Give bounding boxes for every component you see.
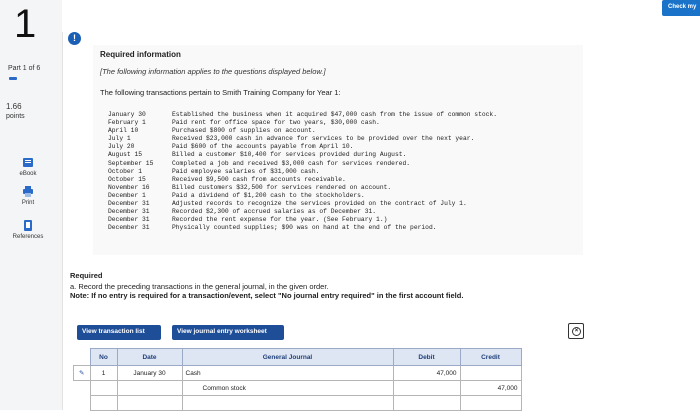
- required-section: [70, 271, 463, 300]
- transaction-date: January 30: [108, 111, 146, 118]
- transaction-date: September 15: [108, 159, 154, 167]
- ebook-button[interactable]: [2, 157, 54, 177]
- account-column-header: General Journal: [182, 349, 393, 366]
- transaction-row: [108, 143, 497, 151]
- transaction-date: August 15: [108, 151, 143, 159]
- table-row: [74, 366, 522, 381]
- row-no: [90, 381, 117, 396]
- no-column-header: No: [90, 349, 117, 366]
- transaction-date: December 31: [108, 200, 150, 208]
- transaction-text: Received $23,000 cash in advance for services to be provided over the next year.: [172, 135, 475, 143]
- ebook-label: eBook: [19, 171, 37, 177]
- transaction-text: Paid employee salaries of $31,000 cash.: [172, 167, 320, 175]
- transaction-text: Received $9,500 cash from accounts receivable.: [172, 175, 346, 183]
- row-account[interactable]: [182, 366, 393, 381]
- view-transaction-list-button[interactable]: View transaction list: [77, 325, 161, 340]
- transaction-row: [108, 111, 497, 119]
- transaction-date: April 10: [108, 127, 139, 135]
- references-button[interactable]: [2, 220, 54, 240]
- row-debit[interactable]: [393, 381, 460, 396]
- transaction-text: Paid rent for office space for two years, $30,000 cash.: [172, 119, 380, 127]
- date-column-header: Date: [117, 349, 182, 366]
- transaction-row: [108, 216, 497, 224]
- row-credit[interactable]: [460, 396, 521, 411]
- transaction-text: Paid $600 of the accounts payable from April 10.: [172, 143, 354, 151]
- transaction-date: December 31: [108, 216, 150, 224]
- alert-icon: !: [68, 32, 81, 45]
- row-account[interactable]: [182, 381, 393, 396]
- row-date: [117, 396, 182, 411]
- transaction-list: [108, 111, 497, 232]
- transaction-row: [108, 151, 497, 159]
- sidebar: [0, 0, 63, 410]
- transaction-text: Completed a job and received $3,000 cash for services rendered.: [172, 159, 411, 167]
- points-label: points: [6, 113, 25, 120]
- row-debit[interactable]: 47,000: [393, 366, 460, 381]
- question-number: 1: [14, 2, 37, 46]
- transaction-row: [108, 184, 497, 192]
- transaction-text: Established the business when it acquired $47,000 cash from the issue of common stock.: [172, 111, 497, 118]
- part-label: Part 1 of 6: [8, 65, 41, 72]
- row-account[interactable]: [182, 396, 393, 411]
- points-value: 1.66: [6, 102, 22, 111]
- edit-cell: [74, 396, 91, 411]
- table-row: [74, 381, 522, 396]
- close-icon[interactable]: ×: [568, 323, 584, 339]
- row-credit[interactable]: 47,000: [460, 381, 521, 396]
- transaction-date: October 1: [108, 167, 143, 175]
- table-row: [74, 396, 522, 411]
- transaction-date: December 31: [108, 208, 150, 216]
- view-journal-entry-worksheet-button[interactable]: View journal entry worksheet: [172, 325, 284, 340]
- transaction-date: December 1: [108, 191, 146, 199]
- row-credit[interactable]: [460, 366, 521, 381]
- debit-column-header: Debit: [393, 349, 460, 366]
- row-date: [117, 381, 182, 396]
- table-header-row: [74, 349, 522, 366]
- row-no: [90, 396, 117, 411]
- row-account-text: Common stock: [202, 384, 246, 392]
- transaction-date: July 1: [108, 135, 131, 143]
- required-title: Required: [70, 271, 103, 280]
- row-debit[interactable]: [393, 396, 460, 411]
- transaction-row: [108, 135, 497, 143]
- transaction-row: [108, 224, 497, 232]
- transaction-date: December 31: [108, 224, 150, 232]
- transaction-row: [108, 192, 497, 200]
- transaction-text: Billed a customer $10,400 for services provided during August.: [172, 151, 407, 159]
- references-label: References: [12, 234, 44, 240]
- print-button[interactable]: [2, 186, 54, 206]
- check-my-work-button[interactable]: Check my: [662, 0, 700, 16]
- credit-column-header: Credit: [460, 349, 521, 366]
- required-part-a: a. Record the preceding transactions in the general journal, in the given order.: [70, 282, 329, 291]
- transaction-row: [108, 127, 497, 135]
- print-label: Print: [21, 200, 35, 206]
- row-account-text: Cash: [185, 369, 201, 377]
- required-information-note: [The following information applies to the questions displayed below.]: [100, 67, 326, 76]
- transaction-row: [108, 119, 497, 127]
- transaction-text: Purchased $800 of supplies on account.: [172, 127, 316, 135]
- general-journal-table: [73, 348, 522, 411]
- top-bar: [62, 0, 700, 32]
- transaction-date: November 16: [108, 183, 150, 191]
- transaction-row: [108, 208, 497, 216]
- part-progress-bar: [9, 77, 17, 80]
- transaction-text: Paid a dividend of $1,200 cash to the stockholders.: [172, 191, 365, 199]
- edit-pencil-icon[interactable]: ✎: [74, 366, 91, 381]
- transaction-row: [108, 168, 497, 176]
- transaction-date: October 15: [108, 175, 146, 183]
- references-icon: [22, 220, 34, 231]
- transaction-date: February 1: [108, 119, 146, 127]
- edit-cell: [74, 381, 91, 396]
- transaction-text: Billed customers $32,500 for services rendered on account.: [172, 183, 392, 191]
- required-note: Note: If no entry is required for a transaction/event, select "No journal entry required" in the first account field.: [70, 291, 464, 300]
- transaction-row: [108, 160, 497, 168]
- book-icon: [22, 157, 34, 168]
- transaction-date: July 20: [108, 143, 135, 151]
- required-information-title: Required information: [100, 50, 181, 59]
- row-no: 1: [90, 366, 117, 381]
- edit-column-header: [74, 349, 91, 366]
- transactions-intro: The following transactions pertain to Smith Training Company for Year 1:: [100, 88, 341, 97]
- transaction-row: [108, 176, 497, 184]
- transaction-text: Recorded $2,300 of accrued salaries as of December 31.: [172, 208, 377, 216]
- printer-icon: [22, 186, 34, 197]
- transaction-row: [108, 200, 497, 208]
- transaction-text: Adjusted records to recognize the services provided on the contract of July 1.: [172, 200, 467, 208]
- transaction-text: Recorded the rent expense for the year. (See February 1.): [172, 216, 388, 224]
- transaction-text: Physically counted supplies; $90 was on hand at the end of the period.: [172, 224, 437, 232]
- row-date: January 30: [117, 366, 182, 381]
